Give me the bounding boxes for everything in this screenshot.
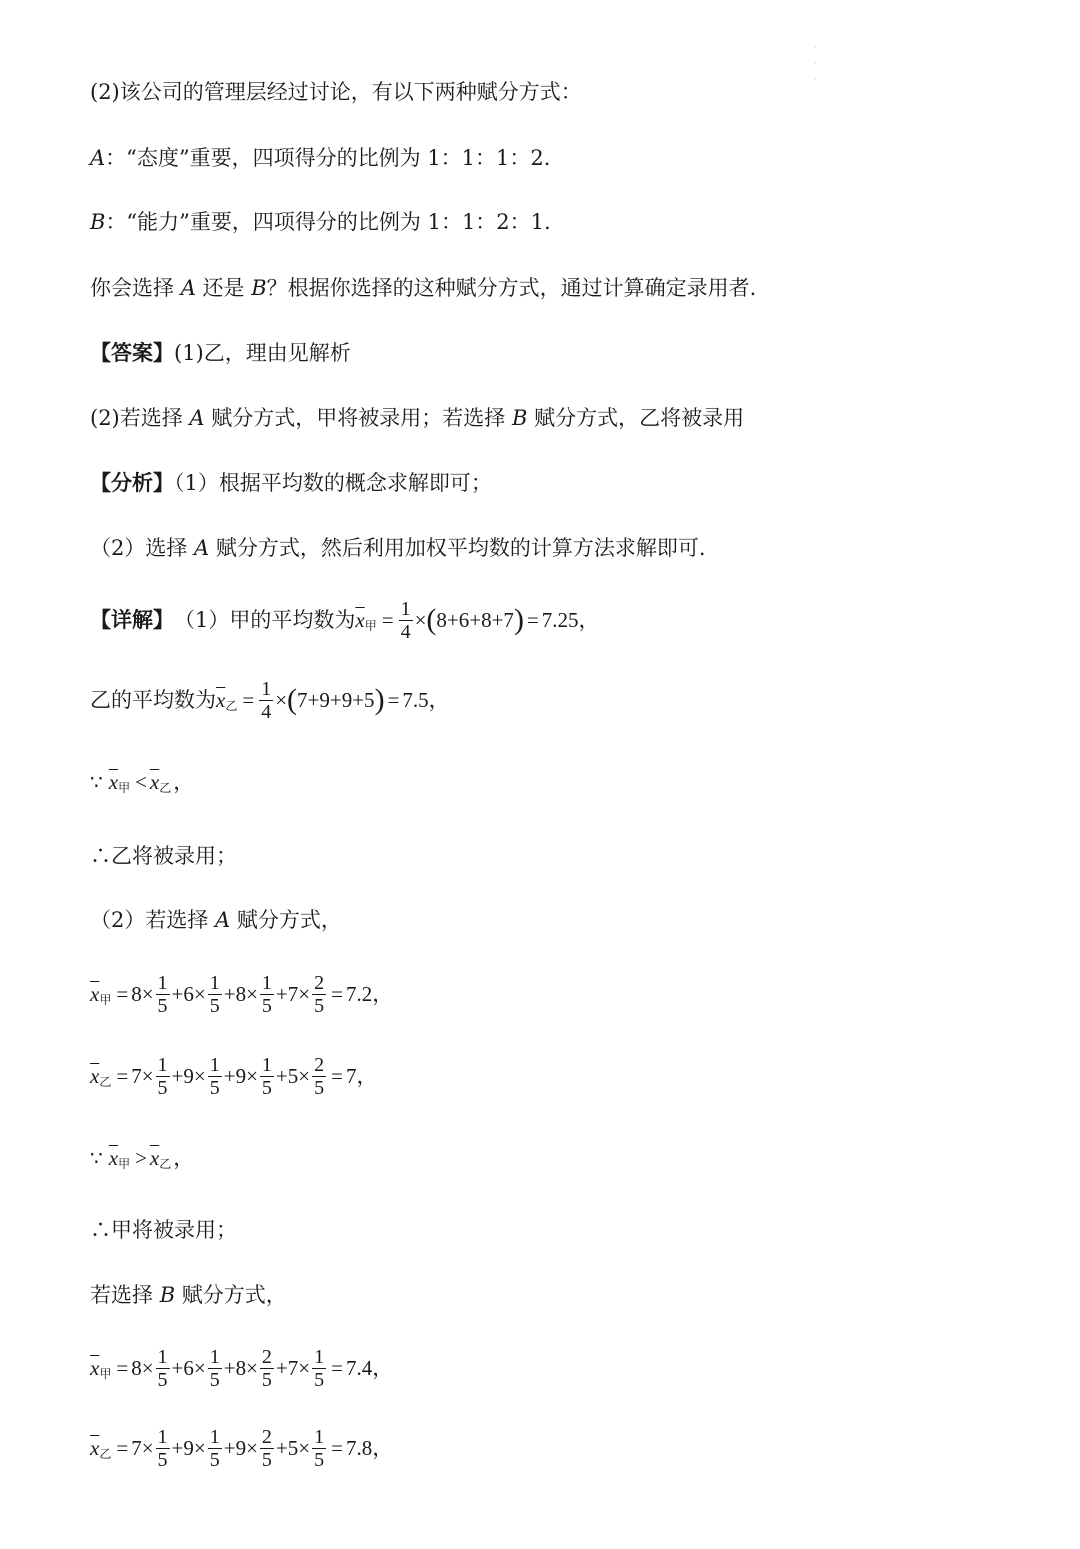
analysis2-text-1: （2）选择 [90, 536, 195, 560]
term: 8 [235, 1356, 247, 1380]
sub-yi: 乙 [99, 1075, 112, 1089]
frac-num: 2 [261, 1345, 272, 1368]
weighted-b-yi-line [90, 1422, 393, 1474]
comma: ， [173, 1146, 195, 1170]
prompt-text-1: 你会选择 [90, 276, 181, 300]
frac-num: 1 [209, 1345, 220, 1368]
comma: ， [356, 1064, 378, 1088]
plus: + [275, 1064, 288, 1088]
x-bar: $\overline{x}$ [355, 608, 365, 632]
frac-num: 1 [314, 1425, 325, 1448]
frac-den: 5 [157, 1448, 168, 1471]
frac-den: 5 [157, 1076, 168, 1099]
weighted-b-jia-formula [90, 1346, 393, 1391]
compare-formula-1 [109, 768, 195, 796]
plus: + [223, 982, 236, 1006]
x-bar: $\overline{x}$ [90, 1356, 100, 1380]
times: × [246, 1356, 258, 1380]
frac-den: 5 [157, 994, 168, 1017]
result-value: 7.4 [345, 1356, 373, 1380]
fraction-1-4 [399, 598, 413, 643]
frac-num: 1 [314, 1345, 325, 1368]
part2-text-2: 赋分方式， [230, 908, 342, 932]
frac-num: 1 [261, 1053, 272, 1076]
weighted-b-jia-line [90, 1342, 393, 1394]
sub-jia: 甲 [118, 1157, 131, 1171]
greater-than: > [135, 1146, 147, 1170]
times: × [298, 1436, 311, 1460]
frac-den: 5 [314, 1076, 325, 1099]
frac-num: 1 [209, 1053, 220, 1076]
prompt-a: A [180, 276, 196, 300]
because-symbol: ∵ [90, 770, 103, 794]
plus: + [171, 1064, 184, 1088]
term: 7 [131, 1436, 142, 1460]
frac-num: 1 [261, 677, 272, 700]
question-part2-line [90, 78, 582, 106]
plus: + [275, 982, 288, 1006]
frac-num: 2 [314, 971, 325, 994]
detail-yi-mean-line [90, 676, 450, 724]
because-line-2 [90, 1144, 194, 1172]
frac-den: 5 [314, 1368, 325, 1391]
x-bar: $\overline{x}$ [149, 770, 160, 794]
choose-b-line [90, 1281, 287, 1309]
term: 6 [183, 982, 194, 1006]
frac-num: 1 [261, 971, 272, 994]
frac-num: 1 [157, 1425, 168, 1448]
fraction [260, 1346, 274, 1391]
frac-den: 5 [209, 1368, 220, 1391]
fraction [208, 1054, 222, 1099]
comma: ， [372, 982, 394, 1006]
comma: ， [372, 1356, 394, 1380]
comma: ， [372, 1436, 394, 1460]
sub-jia: 甲 [99, 993, 112, 1007]
weighted-a-yi-formula [90, 1054, 377, 1099]
times: × [275, 688, 288, 712]
x-bar: $\overline{x}$ [216, 688, 226, 712]
detail-yi-text: 乙的平均数为 [90, 688, 216, 712]
times: × [141, 1064, 154, 1088]
term: 8 [131, 1356, 142, 1380]
x-bar: $\overline{x}$ [149, 1146, 160, 1170]
sub-yi: 乙 [99, 1447, 112, 1461]
analysis-line-2 [90, 534, 706, 562]
times: × [298, 982, 311, 1006]
compare-formula-2 [109, 1144, 195, 1172]
term: 9 [235, 1436, 247, 1460]
term: 9 [235, 1064, 247, 1088]
fraction [312, 1054, 326, 1099]
plus: + [223, 1064, 236, 1088]
fraction [208, 972, 222, 1017]
frac-den: 5 [261, 1076, 272, 1099]
sub-jia: 甲 [364, 619, 377, 633]
frac-num: 2 [314, 1053, 325, 1076]
equals: = [331, 982, 343, 1006]
times: × [246, 982, 258, 1006]
plus: + [223, 1356, 236, 1380]
fraction [260, 1426, 274, 1471]
term: 7 [287, 1356, 299, 1380]
equals: = [331, 1064, 343, 1088]
frac-den: 5 [261, 1368, 272, 1391]
option-b-line [90, 208, 551, 236]
sub-yi: 乙 [159, 1157, 172, 1171]
answer2-b: B [511, 406, 528, 430]
times: × [141, 982, 154, 1006]
fraction [312, 1426, 326, 1471]
sub-jia: 甲 [99, 1367, 112, 1381]
x-bar: $\overline{x}$ [90, 1064, 100, 1088]
fraction [156, 1054, 170, 1099]
frac-den: 5 [314, 1448, 325, 1471]
plus: + [275, 1436, 288, 1460]
analysis2-a: A [194, 536, 210, 560]
jia-mean-value: 7.25 [541, 608, 579, 632]
fraction [260, 972, 274, 1017]
detail-part2-line [90, 906, 342, 934]
option-b-label: B [90, 210, 106, 234]
frac-num: 2 [261, 1425, 272, 1448]
answer-text-1: (1)乙，理由见解析 [174, 341, 351, 365]
margin-dots: · · · [814, 43, 817, 84]
because-symbol: ∵ [90, 1146, 103, 1170]
times: × [193, 1436, 206, 1460]
times: × [193, 1356, 206, 1380]
term: 5 [287, 1064, 299, 1088]
prompt-text-2: 还是 [195, 276, 252, 300]
therefore-jia-text: ∴甲将被录用； [90, 1218, 237, 1242]
therefore-line-2 [90, 1216, 237, 1244]
part2-a: A [215, 908, 231, 932]
result-value: 7.2 [345, 982, 373, 1006]
detail-jia-mean-line [90, 596, 600, 644]
fraction [156, 1346, 170, 1391]
times: × [193, 982, 206, 1006]
choose-b-text-2: 赋分方式， [175, 1283, 287, 1307]
part2-text-1: （2）若选择 [90, 908, 216, 932]
choose-b-b: B [159, 1283, 176, 1307]
detail-tag: 【详解】 [90, 607, 174, 632]
times: × [141, 1356, 154, 1380]
answer-line-2 [90, 404, 744, 432]
answer2-a: A [189, 406, 205, 430]
x-bar: $\overline{x}$ [108, 1146, 119, 1170]
term: 8 [235, 982, 247, 1006]
plus: + [223, 1436, 236, 1460]
fraction-1-4 [259, 678, 273, 723]
equals: = [381, 608, 394, 632]
term: 9 [183, 1436, 194, 1460]
plus: + [171, 1356, 184, 1380]
frac-num: 1 [400, 597, 411, 620]
frac-den: 5 [209, 1076, 220, 1099]
frac-num: 1 [157, 1053, 168, 1076]
term: 7 [131, 1064, 142, 1088]
equals: = [242, 688, 255, 712]
analysis-tag: 【分析】 [90, 470, 174, 495]
weighted-b-yi-formula [90, 1426, 393, 1471]
frac-den: 5 [209, 994, 220, 1017]
plus: + [171, 1436, 184, 1460]
result-value: 7.8 [345, 1436, 373, 1460]
times: × [298, 1064, 311, 1088]
answer2-text-3: 赋分方式，乙将被录用 [527, 406, 745, 430]
equals: = [116, 982, 129, 1006]
frac-den: 4 [261, 700, 272, 723]
frac-num: 1 [209, 971, 220, 994]
choose-b-text-1: 若选择 [90, 1283, 160, 1307]
x-bar: $\overline{x}$ [108, 770, 119, 794]
weighted-a-yi-line [90, 1050, 377, 1102]
answer2-text-1: (2)若选择 [90, 406, 190, 430]
therefore-yi-text: ∴乙将被录用； [90, 844, 237, 868]
weighted-a-jia-formula [90, 972, 393, 1017]
term: 8 [131, 982, 142, 1006]
right-paren: ) [513, 603, 524, 636]
times: × [298, 1356, 311, 1380]
jia-mean-formula [355, 598, 599, 643]
fraction [156, 1426, 170, 1471]
equals: = [116, 1356, 129, 1380]
analysis-text-1: （1）根据平均数的概念求解即可； [174, 471, 492, 495]
equals: = [387, 688, 400, 712]
yi-mean-value: 7.5 [402, 688, 429, 712]
frac-den: 5 [261, 994, 272, 1017]
fraction [312, 972, 326, 1017]
fraction [208, 1426, 222, 1471]
less-than: < [135, 770, 147, 794]
plus: + [171, 982, 184, 1006]
yi-mean-formula [216, 678, 450, 723]
comma: ， [428, 688, 450, 712]
frac-den: 5 [314, 994, 325, 1017]
prompt-text-3: ？根据你选择的这种赋分方式，通过计算确定录用者. [266, 276, 757, 300]
x-bar: $\overline{x}$ [90, 982, 100, 1006]
fraction [208, 1346, 222, 1391]
sub-yi: 乙 [225, 699, 238, 713]
times: × [193, 1064, 206, 1088]
result-value: 7 [345, 1064, 357, 1088]
frac-num: 1 [157, 971, 168, 994]
yi-sum: 7+9+9+5 [297, 688, 375, 712]
term: 9 [183, 1064, 194, 1088]
jia-sum: 8+6+8+7 [436, 608, 514, 632]
frac-den: 5 [209, 1448, 220, 1471]
analysis-line-1 [90, 469, 492, 497]
prompt-b: B [251, 276, 267, 300]
frac-num: 1 [209, 1425, 220, 1448]
left-paren: ( [287, 683, 298, 716]
because-line-1 [90, 768, 194, 796]
question-prompt-line [90, 274, 756, 302]
answer-line-1 [90, 339, 351, 367]
analysis2-text-2: 赋分方式，然后利用加权平均数的计算方法求解即可. [209, 536, 706, 560]
answer2-text-2: 赋分方式，甲将被录用；若选择 [204, 406, 512, 430]
times: × [141, 1436, 154, 1460]
right-paren: ) [374, 683, 385, 716]
frac-den: 5 [261, 1448, 272, 1471]
weighted-a-jia-line [90, 968, 393, 1020]
option-a-line [90, 144, 550, 172]
fraction [312, 1346, 326, 1391]
equals: = [331, 1356, 343, 1380]
answer-tag: 【答案】 [90, 340, 174, 365]
detail-jia-text: （1）甲的平均数为 [174, 608, 356, 632]
option-b-text: ：“能力”重要，四项得分的比例为 1：1：2：1. [105, 210, 551, 234]
term: 7 [287, 982, 299, 1006]
frac-den: 4 [400, 620, 411, 643]
comma: ， [578, 608, 600, 632]
times: × [246, 1436, 258, 1460]
plus: + [275, 1356, 288, 1380]
x-bar: $\overline{x}$ [90, 1436, 100, 1460]
sub-jia: 甲 [118, 781, 131, 795]
comma: ， [173, 770, 195, 794]
fraction [260, 1054, 274, 1099]
sub-yi: 乙 [159, 781, 172, 795]
term: 5 [287, 1436, 299, 1460]
times: × [414, 608, 427, 632]
fraction [156, 972, 170, 1017]
equals: = [116, 1064, 129, 1088]
times: × [246, 1064, 258, 1088]
frac-den: 5 [157, 1368, 168, 1391]
term: 6 [183, 1356, 194, 1380]
option-a-label: A [90, 146, 106, 170]
equals: = [526, 608, 539, 632]
frac-num: 1 [157, 1345, 168, 1368]
equals: = [331, 1436, 343, 1460]
question-part2-text: (2)该公司的管理层经过讨论，有以下两种赋分方式： [90, 80, 582, 104]
left-paren: ( [426, 603, 437, 636]
equals: = [116, 1436, 129, 1460]
option-a-text: ：“态度”重要，四项得分的比例为 1：1：1：2. [105, 146, 551, 170]
therefore-line-1 [90, 842, 237, 870]
